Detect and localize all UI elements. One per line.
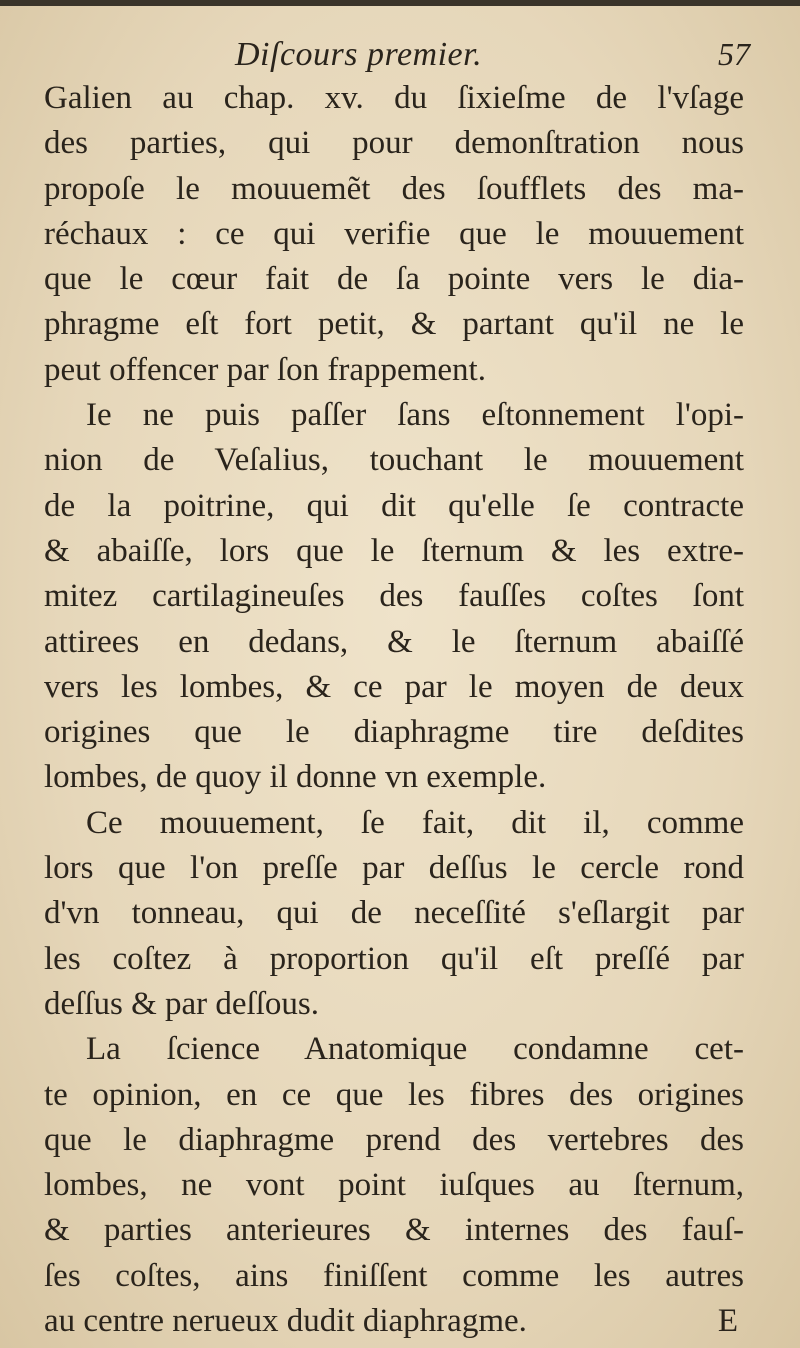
text-line: réchaux : ce qui verifie que le mouuement bbox=[44, 215, 744, 252]
running-title: Diſcours premier. bbox=[235, 36, 483, 73]
text-line: origines que le diaphragme tire deſdites bbox=[44, 714, 744, 751]
text-line: & parties anterieures & internes des fauſ- bbox=[44, 1212, 744, 1249]
body-text bbox=[44, 76, 744, 1344]
text-line: que le diaphragme prend des vertebres des bbox=[44, 1121, 744, 1158]
paragraph-first-line: Ie ne puis paſſer ſans eſtonnement l'opi- bbox=[86, 397, 744, 434]
text-line: propoſe le mouuemẽt des ſoufflets des ma- bbox=[44, 170, 744, 207]
text-line: mitez cartilagineuſes des fauſſes coſtes ſont bbox=[44, 578, 744, 615]
text-line: de la poitrine, qui dit qu'elle ſe contracte bbox=[44, 487, 744, 524]
text-line: lors que l'on preſſe par deſſus le cercle rond bbox=[44, 850, 744, 887]
catchword: E bbox=[717, 1303, 738, 1340]
paragraph-first-line: La ſcience Anatomique condamne cet- bbox=[86, 1031, 744, 1068]
text-line: que le cœur fait de ſa pointe vers le dia- bbox=[44, 261, 744, 298]
page-header bbox=[60, 36, 750, 76]
text-line: peut offencer par ſon frappement. bbox=[44, 351, 486, 388]
text-line: phragme eſt fort petit, & partant qu'il ne le bbox=[44, 306, 744, 343]
text-line: deſſus & par deſſous. bbox=[44, 985, 319, 1022]
text-line: nion de Veſalius, touchant le mouuement bbox=[44, 442, 744, 479]
text-line: lombes, de quoy il donne vn exemple. bbox=[44, 759, 547, 796]
text-line: & abaiſſe, lors que le ſternum & les extre- bbox=[44, 532, 744, 569]
text-line: des parties, qui pour demonſtration nous bbox=[44, 125, 744, 162]
text-line: te opinion, en ce que les fibres des origines bbox=[44, 1076, 744, 1113]
text-line: ſes coſtes, ains finiſſent comme les autres bbox=[44, 1257, 744, 1294]
page-number: 57 bbox=[718, 36, 750, 72]
text-line: au centre nerueux dudit diaphragme. bbox=[44, 1303, 527, 1340]
text-line: attirees en dedans, & le ſternum abaiſſé bbox=[44, 623, 744, 660]
page-top-edge bbox=[0, 0, 800, 6]
text-line: lombes, ne vont point iuſques au ſternum, bbox=[44, 1167, 744, 1204]
text-line: Galien au chap. xv. du ſixieſme de l'vſage bbox=[44, 80, 744, 116]
last-text-line bbox=[44, 1299, 744, 1344]
paragraph-first-line: Ce mouuement, ſe fait, dit il, comme bbox=[86, 804, 744, 841]
text-line: les coſtez à proportion qu'il eſt preſſé par bbox=[44, 940, 744, 977]
text-line: d'vn tonneau, qui de neceſſité s'eſlargit par bbox=[44, 895, 744, 932]
text-line: vers les lombes, & ce par le moyen de deux bbox=[44, 668, 744, 705]
